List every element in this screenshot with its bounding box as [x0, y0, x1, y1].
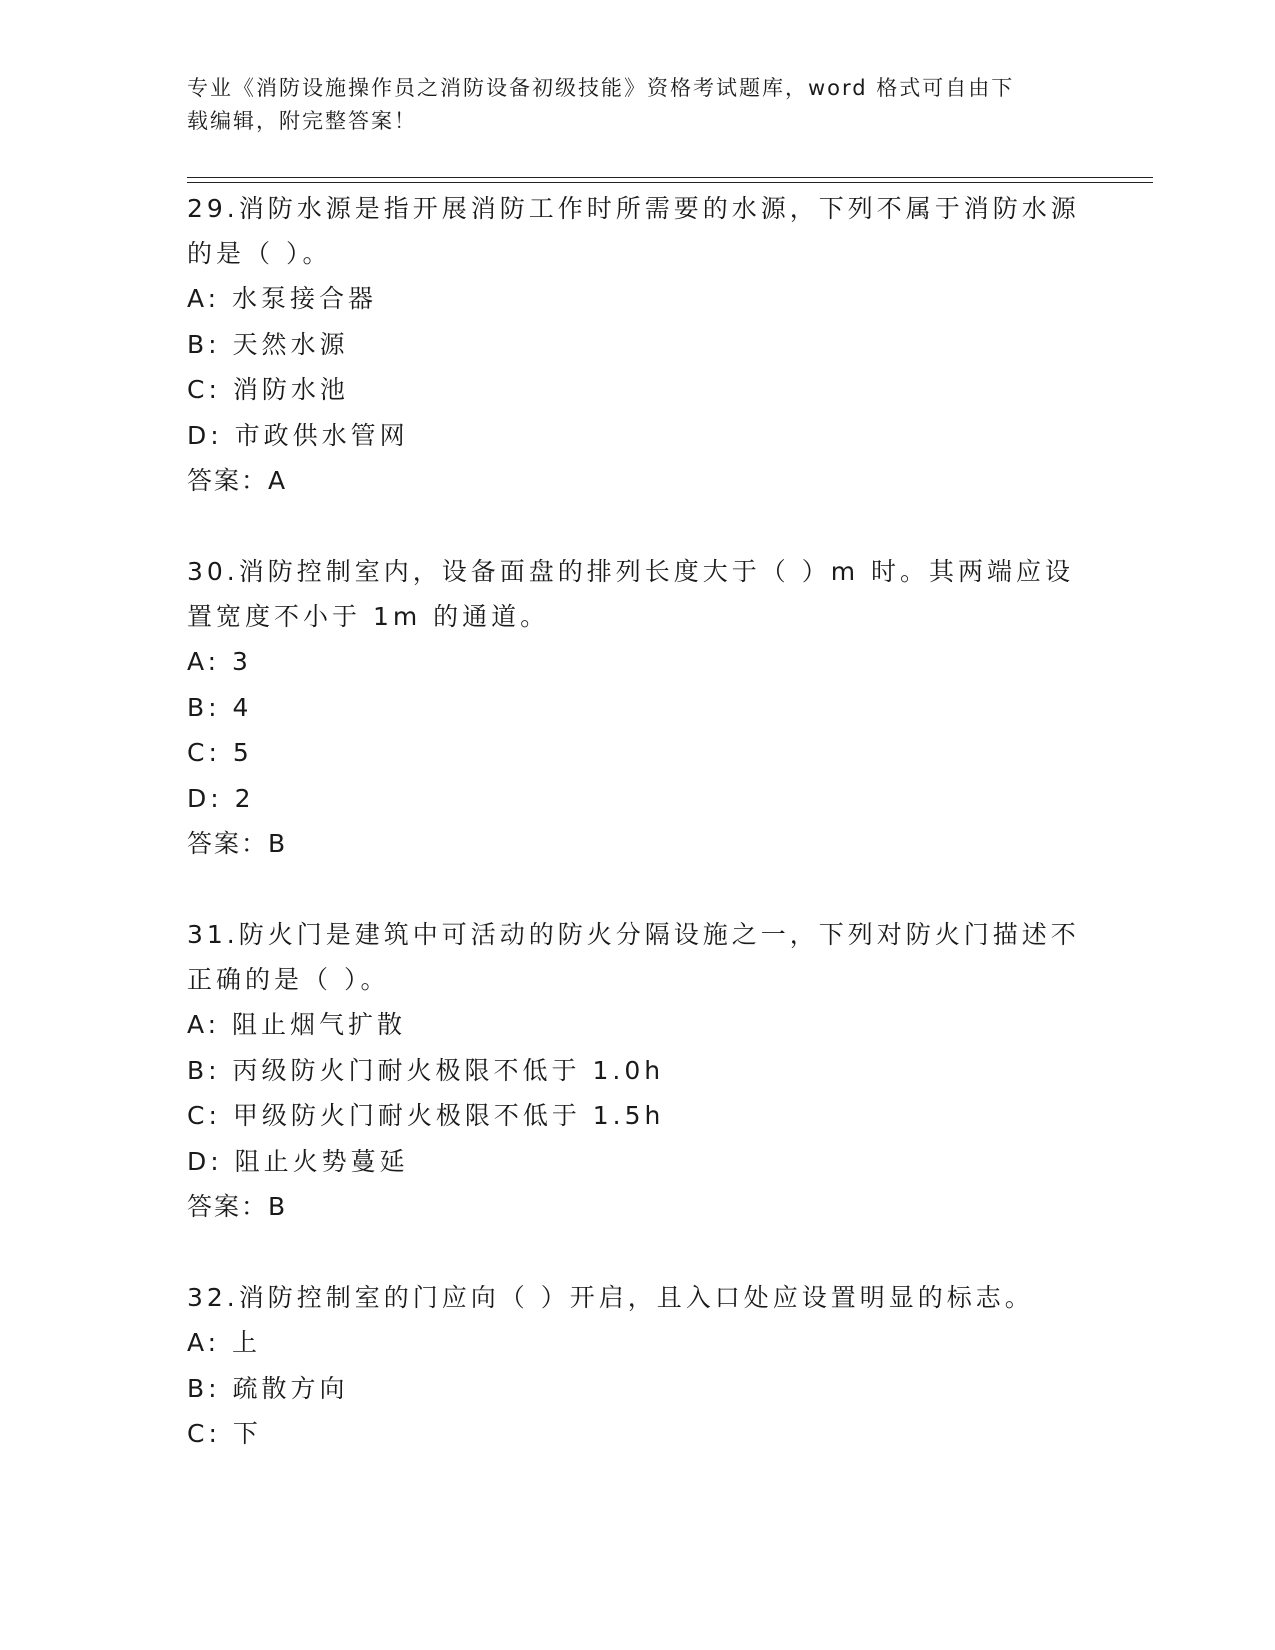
question-list [187, 186, 1087, 1457]
document-header [187, 72, 1067, 138]
option-a: A: 3 [187, 647, 252, 676]
question-29 [187, 186, 1087, 503]
option-a: A: 水泵接合器 [187, 284, 378, 313]
option-b: B: 丙级防火门耐火极限不低于 1.0h [187, 1055, 665, 1085]
header-line-1: 专业《消防设施操作员之消防设备初级技能》资格考试题库，word 格式可自由下 [187, 76, 1015, 100]
question-stem-line-2: 置宽度不小于 1m 的通道。 [187, 602, 550, 631]
option-c: C: 下 [187, 1419, 262, 1448]
option-b: B: 4 [187, 692, 253, 722]
option-a: A: 上 [187, 1328, 262, 1357]
option-c: C: 5 [187, 738, 253, 767]
question-stem-line-1: 29.消防水源是指开展消防工作时所需要的水源，下列不属于消防水源 [187, 194, 1080, 223]
question-stem-line-2: 的是（ ）。 [187, 239, 332, 268]
question-stem-line-2: 正确的是（ ）。 [187, 965, 390, 994]
header-divider-top [187, 177, 1153, 178]
option-a: A: 阻止烟气扩散 [187, 1010, 407, 1039]
question-stem-line-1: 32.消防控制室的门应向（ ）开启，且入口处应设置明显的标志。 [187, 1283, 1034, 1312]
question-30 [187, 549, 1087, 866]
option-b: B: 疏散方向 [187, 1373, 349, 1403]
option-d: D: 市政供水管网 [187, 420, 409, 450]
question-stem-line-1: 30.消防控制室内，设备面盘的排列长度大于（ ）m 时。其两端应设 [187, 557, 1075, 586]
option-c: C: 消防水池 [187, 375, 349, 404]
header-divider-bottom [187, 182, 1153, 183]
question-stem-line-1: 31.防火门是建筑中可活动的防火分隔设施之一，下列对防火门描述不 [187, 920, 1080, 949]
answer: 答案：B [187, 1192, 288, 1221]
question-31 [187, 912, 1087, 1229]
option-d: D: 2 [187, 783, 255, 813]
option-d: D: 阻止火势蔓延 [187, 1146, 409, 1176]
option-c: C: 甲级防火门耐火极限不低于 1.5h [187, 1101, 665, 1130]
header-line-2: 载编辑，附完整答案！ [187, 109, 417, 133]
question-32 [187, 1275, 1087, 1457]
answer: 答案：B [187, 829, 288, 858]
answer: 答案：A [187, 466, 288, 495]
option-b: B: 天然水源 [187, 329, 349, 359]
